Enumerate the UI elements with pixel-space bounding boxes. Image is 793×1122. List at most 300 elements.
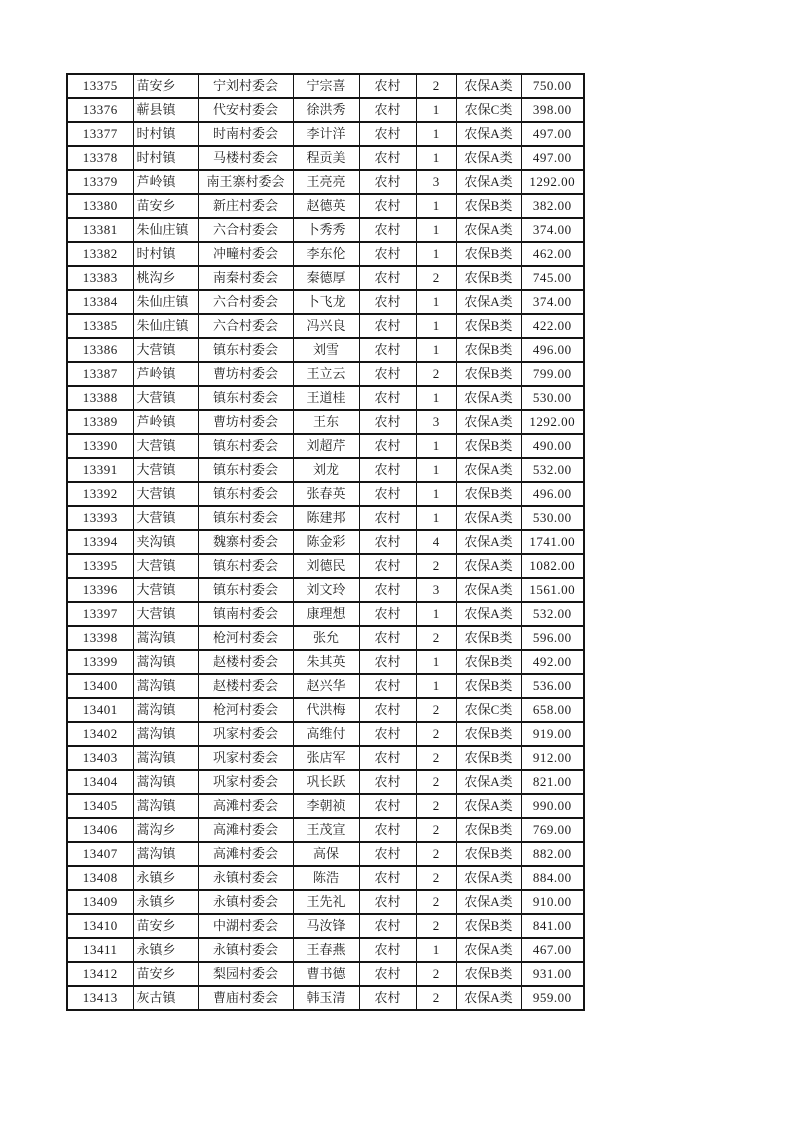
cell-insurance_category: 农保A类 [456,890,521,914]
cell-insurance_category: 农保A类 [456,506,521,530]
cell-amount: 959.00 [521,986,584,1010]
cell-village_committee: 镇南村委会 [198,602,293,626]
cell-person_name: 陈建邦 [293,506,359,530]
cell-residence_type: 农村 [359,674,416,698]
cell-township: 大营镇 [133,458,198,482]
cell-village_committee: 镇东村委会 [198,578,293,602]
cell-amount: 745.00 [521,266,584,290]
cell-person_count: 2 [416,626,456,650]
cell-village_committee: 巩家村委会 [198,722,293,746]
cell-amount: 530.00 [521,506,584,530]
cell-township: 苗安乡 [133,914,198,938]
cell-insurance_category: 农保B类 [456,962,521,986]
cell-township: 大营镇 [133,554,198,578]
cell-person_name: 李东伦 [293,242,359,266]
cell-amount: 536.00 [521,674,584,698]
cell-record_id: 13378 [67,146,133,170]
table-row [67,626,584,650]
table-row [67,506,584,530]
cell-person_name: 秦德厚 [293,266,359,290]
cell-record_id: 13404 [67,770,133,794]
cell-record_id: 13389 [67,410,133,434]
cell-residence_type: 农村 [359,938,416,962]
cell-amount: 750.00 [521,74,584,98]
cell-insurance_category: 农保A类 [456,554,521,578]
cell-person_name: 刘龙 [293,458,359,482]
cell-amount: 532.00 [521,602,584,626]
cell-person_name: 赵德英 [293,194,359,218]
cell-village_committee: 枪河村委会 [198,626,293,650]
cell-residence_type: 农村 [359,194,416,218]
cell-township: 大营镇 [133,506,198,530]
cell-insurance_category: 农保B类 [456,818,521,842]
cell-record_id: 13400 [67,674,133,698]
cell-amount: 374.00 [521,218,584,242]
cell-person_name: 王茂宣 [293,818,359,842]
cell-residence_type: 农村 [359,530,416,554]
cell-residence_type: 农村 [359,722,416,746]
cell-record_id: 13396 [67,578,133,602]
cell-amount: 382.00 [521,194,584,218]
cell-amount: 530.00 [521,386,584,410]
cell-residence_type: 农村 [359,290,416,314]
cell-person_name: 程贡美 [293,146,359,170]
cell-person_name: 刘雪 [293,338,359,362]
cell-township: 蕲县镇 [133,98,198,122]
table-row [67,770,584,794]
cell-person_name: 徐洪秀 [293,98,359,122]
cell-village_committee: 赵楼村委会 [198,650,293,674]
cell-record_id: 13398 [67,626,133,650]
cell-township: 永镇乡 [133,890,198,914]
table-body [67,74,584,1010]
cell-township: 时村镇 [133,242,198,266]
cell-residence_type: 农村 [359,266,416,290]
cell-person_count: 1 [416,938,456,962]
cell-amount: 841.00 [521,914,584,938]
cell-person_count: 2 [416,842,456,866]
cell-residence_type: 农村 [359,74,416,98]
cell-record_id: 13409 [67,890,133,914]
cell-township: 永镇乡 [133,866,198,890]
cell-amount: 497.00 [521,146,584,170]
cell-person_name: 刘文玲 [293,578,359,602]
cell-residence_type: 农村 [359,746,416,770]
cell-amount: 1561.00 [521,578,584,602]
table-row [67,482,584,506]
cell-township: 大营镇 [133,602,198,626]
cell-residence_type: 农村 [359,314,416,338]
cell-person_name: 王先礼 [293,890,359,914]
cell-residence_type: 农村 [359,122,416,146]
cell-person_name: 刘超芹 [293,434,359,458]
cell-person_count: 2 [416,770,456,794]
cell-residence_type: 农村 [359,338,416,362]
cell-insurance_category: 农保B类 [456,842,521,866]
cell-residence_type: 农村 [359,914,416,938]
cell-insurance_category: 农保B类 [456,626,521,650]
cell-record_id: 13407 [67,842,133,866]
cell-amount: 496.00 [521,338,584,362]
table-row [67,650,584,674]
cell-person_count: 1 [416,314,456,338]
cell-record_id: 13412 [67,962,133,986]
cell-insurance_category: 农保A类 [456,290,521,314]
cell-person_count: 3 [416,170,456,194]
cell-insurance_category: 农保C类 [456,698,521,722]
cell-person_count: 2 [416,698,456,722]
cell-residence_type: 农村 [359,890,416,914]
cell-insurance_category: 农保B类 [456,722,521,746]
cell-township: 时村镇 [133,146,198,170]
cell-residence_type: 农村 [359,98,416,122]
cell-person_count: 2 [416,914,456,938]
cell-person_count: 2 [416,74,456,98]
cell-village_committee: 镇东村委会 [198,338,293,362]
cell-person_count: 1 [416,602,456,626]
cell-person_count: 1 [416,434,456,458]
cell-village_committee: 魏寨村委会 [198,530,293,554]
cell-village_committee: 镇东村委会 [198,506,293,530]
cell-residence_type: 农村 [359,842,416,866]
cell-insurance_category: 农保A类 [456,74,521,98]
cell-township: 大营镇 [133,578,198,602]
cell-village_committee: 高滩村委会 [198,794,293,818]
cell-person_name: 冯兴良 [293,314,359,338]
cell-amount: 658.00 [521,698,584,722]
cell-record_id: 13397 [67,602,133,626]
cell-record_id: 13399 [67,650,133,674]
cell-person_count: 2 [416,794,456,818]
cell-amount: 596.00 [521,626,584,650]
cell-township: 苗安乡 [133,194,198,218]
table-row [67,938,584,962]
table-row [67,578,584,602]
cell-township: 桃沟乡 [133,266,198,290]
cell-record_id: 13383 [67,266,133,290]
cell-person_count: 1 [416,650,456,674]
cell-township: 夹沟镇 [133,530,198,554]
table-row [67,242,584,266]
cell-village_committee: 高滩村委会 [198,818,293,842]
cell-record_id: 13410 [67,914,133,938]
cell-residence_type: 农村 [359,458,416,482]
cell-insurance_category: 农保A类 [456,578,521,602]
cell-residence_type: 农村 [359,698,416,722]
cell-person_count: 2 [416,818,456,842]
cell-person_name: 王春燕 [293,938,359,962]
table-row [67,674,584,698]
cell-record_id: 13395 [67,554,133,578]
cell-record_id: 13394 [67,530,133,554]
table-row [67,338,584,362]
cell-village_committee: 曹坊村委会 [198,410,293,434]
cell-insurance_category: 农保B类 [456,266,521,290]
cell-township: 芦岭镇 [133,170,198,194]
table-row [67,722,584,746]
cell-village_committee: 马楼村委会 [198,146,293,170]
cell-insurance_category: 农保B类 [456,434,521,458]
cell-township: 蒿沟镇 [133,626,198,650]
cell-amount: 910.00 [521,890,584,914]
cell-record_id: 13387 [67,362,133,386]
table-row [67,794,584,818]
cell-township: 蒿沟镇 [133,650,198,674]
cell-person_name: 李朝祯 [293,794,359,818]
cell-record_id: 13413 [67,986,133,1010]
cell-township: 朱仙庄镇 [133,290,198,314]
cell-village_committee: 南王寨村委会 [198,170,293,194]
cell-person_count: 4 [416,530,456,554]
cell-residence_type: 农村 [359,578,416,602]
cell-person_count: 1 [416,338,456,362]
cell-township: 蒿沟镇 [133,770,198,794]
cell-amount: 1292.00 [521,410,584,434]
cell-township: 永镇乡 [133,938,198,962]
cell-person_count: 1 [416,146,456,170]
cell-person_count: 2 [416,554,456,578]
cell-person_count: 3 [416,410,456,434]
cell-record_id: 13406 [67,818,133,842]
cell-person_name: 康理想 [293,602,359,626]
cell-person_name: 刘德民 [293,554,359,578]
cell-village_committee: 新庄村委会 [198,194,293,218]
cell-amount: 912.00 [521,746,584,770]
table-row [67,962,584,986]
cell-insurance_category: 农保B类 [456,194,521,218]
cell-insurance_category: 农保A类 [456,770,521,794]
cell-insurance_category: 农保A类 [456,794,521,818]
cell-amount: 931.00 [521,962,584,986]
table-row [67,122,584,146]
cell-person_count: 1 [416,386,456,410]
cell-township: 苗安乡 [133,962,198,986]
cell-residence_type: 农村 [359,962,416,986]
table-row [67,842,584,866]
cell-residence_type: 农村 [359,410,416,434]
cell-insurance_category: 农保B类 [456,362,521,386]
cell-village_committee: 镇东村委会 [198,554,293,578]
cell-residence_type: 农村 [359,362,416,386]
cell-person_count: 1 [416,242,456,266]
table-row [67,266,584,290]
table-row [67,746,584,770]
cell-amount: 492.00 [521,650,584,674]
records-table [66,73,585,1011]
cell-insurance_category: 农保A类 [456,410,521,434]
cell-village_committee: 高滩村委会 [198,842,293,866]
cell-village_committee: 中湖村委会 [198,914,293,938]
cell-record_id: 13391 [67,458,133,482]
cell-amount: 769.00 [521,818,584,842]
cell-person_count: 3 [416,578,456,602]
table-row [67,554,584,578]
cell-person_count: 1 [416,458,456,482]
cell-village_committee: 代安村委会 [198,98,293,122]
cell-residence_type: 农村 [359,434,416,458]
cell-amount: 884.00 [521,866,584,890]
cell-village_committee: 冲疃村委会 [198,242,293,266]
cell-insurance_category: 农保B类 [456,314,521,338]
cell-insurance_category: 农保A类 [456,602,521,626]
cell-residence_type: 农村 [359,626,416,650]
cell-person_count: 1 [416,122,456,146]
cell-person_count: 2 [416,986,456,1010]
cell-amount: 422.00 [521,314,584,338]
cell-person_name: 宁宗喜 [293,74,359,98]
cell-person_name: 王亮亮 [293,170,359,194]
table-row [67,194,584,218]
cell-person_count: 2 [416,266,456,290]
cell-township: 大营镇 [133,386,198,410]
table-row [67,314,584,338]
cell-record_id: 13380 [67,194,133,218]
cell-residence_type: 农村 [359,386,416,410]
cell-residence_type: 农村 [359,794,416,818]
cell-village_committee: 时南村委会 [198,122,293,146]
cell-residence_type: 农村 [359,986,416,1010]
table-row [67,458,584,482]
cell-residence_type: 农村 [359,170,416,194]
cell-record_id: 13384 [67,290,133,314]
cell-township: 蒿沟镇 [133,746,198,770]
table-row [67,698,584,722]
cell-person_name: 曹书德 [293,962,359,986]
cell-person_count: 1 [416,218,456,242]
cell-amount: 374.00 [521,290,584,314]
cell-person_count: 1 [416,674,456,698]
cell-insurance_category: 农保A类 [456,986,521,1010]
cell-person_name: 张允 [293,626,359,650]
cell-person_name: 卜秀秀 [293,218,359,242]
cell-amount: 496.00 [521,482,584,506]
cell-person_name: 代洪梅 [293,698,359,722]
table-row [67,866,584,890]
cell-village_committee: 六合村委会 [198,314,293,338]
cell-residence_type: 农村 [359,650,416,674]
table-row [67,434,584,458]
cell-person_name: 马汝锋 [293,914,359,938]
cell-amount: 1741.00 [521,530,584,554]
table-row [67,914,584,938]
cell-person_count: 2 [416,746,456,770]
cell-person_count: 2 [416,890,456,914]
cell-village_committee: 永镇村委会 [198,890,293,914]
cell-amount: 990.00 [521,794,584,818]
cell-record_id: 13390 [67,434,133,458]
cell-insurance_category: 农保B类 [456,746,521,770]
cell-township: 朱仙庄镇 [133,314,198,338]
cell-record_id: 13376 [67,98,133,122]
cell-township: 大营镇 [133,338,198,362]
cell-insurance_category: 农保A类 [456,218,521,242]
cell-insurance_category: 农保B类 [456,914,521,938]
cell-person_count: 1 [416,194,456,218]
cell-record_id: 13393 [67,506,133,530]
cell-township: 苗安乡 [133,74,198,98]
cell-township: 朱仙庄镇 [133,218,198,242]
table-row [67,98,584,122]
cell-township: 大营镇 [133,434,198,458]
cell-record_id: 13405 [67,794,133,818]
cell-insurance_category: 农保B类 [456,650,521,674]
table-row [67,362,584,386]
cell-insurance_category: 农保A类 [456,938,521,962]
cell-record_id: 13385 [67,314,133,338]
cell-village_committee: 镇东村委会 [198,458,293,482]
cell-record_id: 13401 [67,698,133,722]
cell-record_id: 13382 [67,242,133,266]
cell-township: 蒿沟镇 [133,842,198,866]
cell-village_committee: 六合村委会 [198,218,293,242]
cell-person_name: 卜飞龙 [293,290,359,314]
cell-record_id: 13411 [67,938,133,962]
table-row [67,386,584,410]
cell-insurance_category: 农保C类 [456,98,521,122]
cell-insurance_category: 农保B类 [456,242,521,266]
cell-person_name: 韩玉清 [293,986,359,1010]
cell-person_count: 2 [416,866,456,890]
cell-village_committee: 巩家村委会 [198,746,293,770]
cell-person_count: 2 [416,962,456,986]
table-row [67,410,584,434]
cell-township: 芦岭镇 [133,362,198,386]
table-row [67,986,584,1010]
cell-person_name: 巩长跃 [293,770,359,794]
cell-record_id: 13379 [67,170,133,194]
cell-record_id: 13386 [67,338,133,362]
cell-residence_type: 农村 [359,506,416,530]
cell-township: 蒿沟镇 [133,722,198,746]
table-row [67,602,584,626]
cell-residence_type: 农村 [359,242,416,266]
cell-person_name: 陈金彩 [293,530,359,554]
cell-village_committee: 镇东村委会 [198,434,293,458]
cell-person_name: 朱其英 [293,650,359,674]
cell-person_name: 张春英 [293,482,359,506]
cell-person_count: 1 [416,290,456,314]
table-row [67,530,584,554]
cell-amount: 398.00 [521,98,584,122]
cell-village_committee: 镇东村委会 [198,482,293,506]
cell-residence_type: 农村 [359,866,416,890]
cell-village_committee: 镇东村委会 [198,386,293,410]
cell-village_committee: 曹坊村委会 [198,362,293,386]
cell-person_name: 高保 [293,842,359,866]
cell-residence_type: 农村 [359,482,416,506]
cell-person_name: 王立云 [293,362,359,386]
cell-insurance_category: 农保A类 [456,866,521,890]
cell-person_name: 王东 [293,410,359,434]
cell-township: 时村镇 [133,122,198,146]
cell-record_id: 13375 [67,74,133,98]
cell-residence_type: 农村 [359,554,416,578]
cell-village_committee: 曹庙村委会 [198,986,293,1010]
cell-insurance_category: 农保B类 [456,338,521,362]
cell-insurance_category: 农保A类 [456,122,521,146]
cell-amount: 799.00 [521,362,584,386]
cell-village_committee: 永镇村委会 [198,938,293,962]
cell-record_id: 13403 [67,746,133,770]
cell-insurance_category: 农保A类 [456,386,521,410]
cell-township: 蒿沟镇 [133,794,198,818]
table-row [67,218,584,242]
cell-amount: 532.00 [521,458,584,482]
cell-village_committee: 枪河村委会 [198,698,293,722]
cell-township: 芦岭镇 [133,410,198,434]
cell-person_count: 2 [416,362,456,386]
table-row [67,74,584,98]
